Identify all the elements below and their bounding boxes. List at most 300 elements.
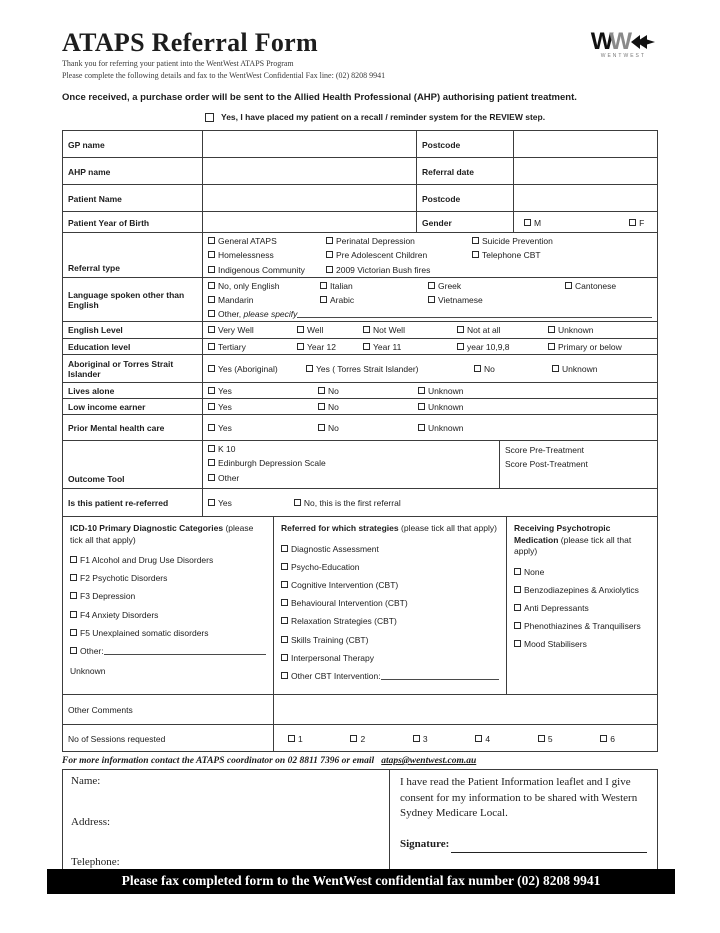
checkbox-icon	[350, 735, 357, 742]
checkbox-option[interactable]	[208, 444, 494, 454]
option-label: Psycho-Education	[291, 561, 360, 572]
gp-name-label: GP name	[68, 139, 105, 150]
lives-alone-options	[202, 383, 657, 398]
strategies-other-option[interactable]	[281, 671, 499, 681]
checkbox-option[interactable]	[326, 265, 472, 275]
option-label: Unknown	[558, 325, 594, 336]
icd10-title-suffix: (please tick all that apply)	[70, 523, 254, 545]
checkbox-icon	[318, 424, 325, 431]
sessions-option-6[interactable]	[600, 734, 615, 744]
option-label: F4 Anxiety Disorders	[80, 609, 159, 620]
fax-instruction-bar: Please fax completed form to the WentWest confidential fax number (02) 8208 9941	[47, 869, 675, 894]
checkbox-icon	[548, 326, 555, 333]
option-label: 3	[422, 734, 428, 745]
postcode-field[interactable]	[513, 131, 657, 157]
header	[62, 28, 658, 82]
checkbox-icon	[326, 237, 333, 244]
icd10-title-text: ICD-10 Primary Diagnostic Categories	[70, 523, 224, 534]
checkbox-icon	[306, 365, 313, 372]
option-label: year 10,9,8	[467, 341, 510, 352]
prior-mental-health-options	[202, 415, 657, 440]
option-label: No	[484, 363, 495, 374]
checkbox-icon	[413, 735, 420, 742]
checkbox-option[interactable]	[306, 364, 474, 374]
recall-reminder-option[interactable]	[205, 112, 658, 122]
medication-title-suffix: (please tick all that apply)	[514, 534, 632, 557]
score-post-treatment-label: Score Post-Treatment	[505, 458, 588, 469]
checkbox-icon	[474, 365, 481, 372]
checkbox-icon	[514, 640, 521, 647]
option-label: K 10	[218, 444, 236, 455]
checkbox-option[interactable]	[208, 250, 326, 260]
ahp-name-row	[63, 158, 657, 185]
checkbox-option[interactable]	[514, 621, 650, 631]
checkbox-option[interactable]	[472, 250, 652, 260]
atsi-options	[202, 355, 657, 382]
other-comments-field[interactable]	[273, 695, 657, 724]
option-label: 1	[298, 734, 303, 745]
checkbox-option[interactable]	[565, 281, 652, 291]
checkbox-option[interactable]	[552, 364, 652, 374]
address-label[interactable]: Address:	[71, 815, 111, 828]
option-label: Unknown	[428, 385, 464, 396]
checkbox-icon	[281, 636, 288, 643]
checkbox-icon	[208, 343, 215, 350]
checkbox-icon	[208, 499, 215, 506]
gender-options	[513, 212, 657, 232]
outcome-scores	[499, 441, 657, 488]
option-label: Yes	[218, 423, 232, 434]
checkbox-option[interactable]	[70, 628, 266, 638]
gp-name-row	[63, 131, 657, 158]
checkbox-option[interactable]	[281, 562, 499, 572]
coordinator-info-line	[62, 756, 658, 766]
language-row	[63, 278, 657, 323]
checkbox-option[interactable]	[418, 386, 652, 396]
sessions-option-2[interactable]	[350, 734, 365, 744]
option-label: No, only English	[218, 280, 280, 291]
header-subtitle-2: Please complete the following details and fax to the WentWest Confidential Fax line: (02) 8208 9941	[62, 71, 386, 80]
checkbox-icon	[524, 219, 531, 226]
diagnostic-strategies-medication-row	[63, 517, 657, 695]
name-label[interactable]: Name:	[71, 775, 101, 788]
outcome-tool-label: Outcome Tool	[68, 474, 125, 485]
option-label: Yes ( Torres Strait Islander)	[316, 363, 419, 374]
option-label: Italian	[330, 280, 353, 291]
year-of-birth-row	[63, 212, 657, 233]
checkbox-option[interactable]	[297, 325, 363, 335]
option-label: F3 Depression	[80, 591, 136, 602]
outcome-tool-options	[202, 441, 499, 488]
year-of-birth-field[interactable]	[202, 212, 416, 232]
icd10-title	[70, 523, 266, 546]
checkbox-option[interactable]	[208, 265, 326, 275]
checkbox-icon	[208, 387, 215, 394]
education-level-options	[202, 339, 657, 354]
referral-date-label: Referral date	[416, 158, 513, 184]
low-income-options	[202, 399, 657, 414]
checkbox-icon	[538, 735, 545, 742]
checkbox-icon	[565, 282, 572, 289]
option-label: Other:	[80, 646, 104, 656]
option-label: Tertiary	[218, 341, 246, 352]
language-label: Language spoken other than English	[68, 290, 185, 311]
option-label: Anti Depressants	[524, 602, 589, 613]
option-label: Edinburgh Depression Scale	[218, 458, 326, 469]
referral-type-row	[63, 233, 657, 278]
signature-label: Signature:	[400, 838, 450, 851]
checkbox-option[interactable]	[208, 386, 318, 396]
coordinator-info-text: For more information contact the ATAPS coordinator on 02 8811 7396 or email	[62, 756, 375, 767]
checkbox-icon	[514, 586, 521, 593]
checkbox-icon	[552, 365, 559, 372]
icd10-other-field[interactable]	[104, 646, 266, 655]
atsi-row	[63, 355, 657, 383]
checkbox-icon	[70, 629, 77, 636]
option-label: Unknown	[428, 423, 464, 434]
option-label: M	[534, 217, 542, 228]
wentwest-logo	[590, 28, 656, 59]
sessions-options	[273, 725, 657, 751]
option-label: Greek	[438, 280, 462, 291]
checkbox-option[interactable]	[428, 281, 565, 291]
option-label: Not at all	[467, 325, 501, 336]
checkbox-icon	[208, 326, 215, 333]
checkbox-icon	[320, 282, 327, 289]
checkbox-option[interactable]	[297, 342, 363, 352]
checkbox-option[interactable]	[281, 598, 499, 608]
english-level-row	[63, 322, 657, 338]
checkbox-option[interactable]	[208, 458, 494, 468]
checkbox-option[interactable]	[318, 386, 418, 396]
option-label: No	[328, 423, 339, 434]
checkbox-icon	[514, 568, 521, 575]
checkbox-option[interactable]	[363, 325, 457, 335]
checkbox-icon	[208, 310, 215, 317]
icd10-column	[63, 517, 273, 694]
checkbox-icon	[418, 403, 425, 410]
checkbox-icon	[281, 563, 288, 570]
strategies-other-field[interactable]	[381, 671, 499, 680]
checkbox-option[interactable]	[318, 402, 418, 412]
checkbox-option[interactable]	[514, 639, 650, 649]
option-label: Interpersonal Therapy	[291, 652, 375, 663]
checkbox-icon	[281, 581, 288, 588]
checkbox-option[interactable]	[320, 281, 428, 291]
contact-consent-table	[62, 769, 658, 875]
option-label: Phenothiazines & Tranquilisers	[524, 621, 641, 632]
re-referred-options	[202, 489, 657, 516]
telephone-label[interactable]: Telephone:	[71, 856, 120, 869]
recall-reminder-label: Yes, I have placed my patient on a recall / reminder system for the REVIEW step.	[221, 112, 546, 123]
checkbox-option[interactable]	[281, 616, 499, 626]
gender-label: Gender	[416, 212, 513, 232]
signature-field[interactable]	[451, 837, 647, 852]
language-options	[202, 278, 657, 322]
checkbox-icon	[297, 343, 304, 350]
icd10-other-option[interactable]	[70, 646, 266, 656]
form-page	[62, 28, 658, 875]
checkbox-icon	[472, 251, 479, 258]
checkbox-icon	[281, 617, 288, 624]
option-label: Not Well	[373, 325, 405, 336]
medication-title-text: Receiving Psychotropic Medication	[514, 523, 611, 545]
checkbox-icon	[70, 556, 77, 563]
option-label: Cantonese	[575, 280, 617, 291]
ahp-name-field[interactable]	[202, 158, 416, 184]
option-label: Indigenous Community	[218, 264, 305, 275]
option-label: Suicide Prevention	[482, 236, 553, 247]
checkbox-option[interactable]	[418, 423, 652, 433]
option-label: 5	[547, 734, 553, 745]
checkbox-icon	[208, 251, 215, 258]
checkbox-option[interactable]	[70, 591, 266, 601]
icd10-unknown-label: Unknown	[70, 666, 106, 677]
checkbox-icon	[548, 343, 555, 350]
option-label: None	[524, 566, 545, 577]
checkbox-icon	[320, 296, 327, 303]
option-label: Homelessness	[218, 250, 274, 261]
ahp-name-label: AHP name	[68, 166, 111, 177]
gender-male-option[interactable]	[524, 218, 541, 228]
atsi-label: Aboriginal or Torres Strait Islander	[68, 358, 174, 379]
option-label: Other CBT Intervention:	[291, 670, 381, 681]
checkbox-icon	[472, 237, 479, 244]
score-pre-treatment-label: Score Pre-Treatment	[505, 445, 585, 456]
gp-name-field[interactable]	[202, 131, 416, 157]
outcome-tool-row	[63, 441, 657, 489]
checkbox-option[interactable]	[326, 236, 472, 246]
checkbox-option[interactable]	[472, 236, 652, 246]
option-label: No	[328, 401, 339, 412]
option-label: Other,	[218, 309, 242, 320]
checkbox-option[interactable]	[208, 295, 320, 305]
checkbox-option[interactable]	[208, 364, 306, 374]
checkbox-option[interactable]	[70, 610, 266, 620]
strategies-title	[281, 523, 499, 534]
checkbox-option[interactable]	[474, 364, 552, 374]
checkbox-option[interactable]	[208, 281, 320, 291]
option-label: Yes (Aboriginal)	[218, 363, 278, 374]
referral-form-table	[62, 130, 658, 752]
consent-text: I have read the Patient Information leaflet and I give consent for my information to be shared with Western Sydney Medicare Local.	[400, 776, 638, 819]
referral-date-field[interactable]	[513, 158, 657, 184]
prior-mental-health-label: Prior Mental health care	[68, 423, 165, 434]
sessions-option-4[interactable]	[475, 734, 490, 744]
logo-brand: WENTWEST	[600, 53, 646, 59]
checkbox-option[interactable]	[514, 585, 650, 595]
checkbox-icon	[297, 326, 304, 333]
checkbox-icon	[326, 266, 333, 273]
checkbox-icon	[363, 326, 370, 333]
education-level-row	[63, 339, 657, 355]
english-level-options	[202, 322, 657, 337]
patient-name-field[interactable]	[202, 185, 416, 211]
purchase-order-note: Once received, a purchase order will be sent to the Allied Health Professional (AHP) authorising patient treatment.	[62, 92, 577, 103]
postcode2-label: Postcode	[416, 185, 513, 211]
option-label: Skills Training (CBT)	[291, 634, 369, 645]
option-label: Mandarin	[218, 295, 254, 305]
option-label: Behavioural Intervention (CBT)	[291, 598, 408, 609]
header-subtitle-1: Thank you for referring your patient into the WentWest ATAPS Program	[62, 59, 294, 68]
patient-name-row	[63, 185, 657, 212]
checkbox-option[interactable]	[428, 295, 565, 305]
checkbox-option[interactable]	[208, 402, 318, 412]
re-referred-label: Is this patient re-referred	[68, 498, 169, 509]
checkbox-option[interactable]	[363, 342, 457, 352]
checkbox-option[interactable]	[70, 573, 266, 583]
checkbox-option[interactable]	[208, 473, 494, 483]
referral-type-label: Referral type	[68, 262, 120, 273]
checkbox-option[interactable]	[208, 325, 297, 335]
checkbox-icon	[208, 282, 215, 289]
checkbox-icon	[428, 296, 435, 303]
checkbox-icon	[600, 735, 607, 742]
checkbox-icon	[318, 403, 325, 410]
checkbox-icon	[208, 424, 215, 431]
checkbox-option[interactable]	[70, 555, 266, 565]
checkbox-icon	[318, 387, 325, 394]
checkbox-icon	[281, 672, 288, 679]
checkbox-icon	[629, 219, 636, 226]
checkbox-icon	[70, 574, 77, 581]
logo-mark	[590, 28, 656, 55]
option-label: Relaxation Strategies (CBT)	[291, 616, 397, 627]
checkbox-option[interactable]	[320, 295, 428, 305]
strategies-title-suffix: (please tick all that apply)	[401, 523, 497, 534]
checkbox-icon	[281, 599, 288, 606]
referral-type-options	[202, 233, 657, 277]
logo-arrow-icon	[630, 34, 656, 50]
checkbox-icon	[208, 296, 215, 303]
gender-female-option[interactable]	[629, 218, 644, 228]
option-label: Year 12	[307, 341, 336, 352]
prior-mental-health-row	[63, 415, 657, 441]
option-label: Yes	[218, 498, 232, 509]
checkbox-icon	[70, 647, 77, 654]
option-label: General ATAPS	[218, 236, 277, 247]
re-referred-yes-option[interactable]	[208, 498, 232, 508]
checkbox-option[interactable]	[208, 342, 297, 352]
checkbox-icon	[428, 282, 435, 289]
checkbox-icon	[418, 424, 425, 431]
option-label: Perinatal Depression	[336, 236, 415, 247]
option-label: Well	[307, 325, 324, 336]
option-label: Pre Adolescent Children	[336, 250, 428, 261]
sessions-option-3[interactable]	[413, 734, 428, 744]
language-other-option[interactable]	[208, 309, 652, 319]
page-title: ATAPS Referral Form	[62, 28, 318, 57]
low-income-row	[63, 399, 657, 415]
checkbox-icon	[208, 266, 215, 273]
checkbox-option[interactable]	[208, 236, 326, 246]
checkbox-option[interactable]	[281, 635, 499, 645]
option-label: F5 Unexplained somatic disorders	[80, 627, 209, 638]
checkbox-option[interactable]	[514, 567, 650, 577]
option-label: 6	[610, 734, 615, 745]
re-referred-no-option[interactable]	[294, 498, 401, 508]
sessions-option-1[interactable]	[288, 734, 303, 744]
checkbox-option[interactable]	[548, 325, 652, 335]
checkbox-option[interactable]	[281, 580, 499, 590]
sessions-option-5[interactable]	[538, 734, 553, 744]
postcode-label: Postcode	[416, 131, 513, 157]
checkbox-option[interactable]	[514, 603, 650, 613]
english-level-label: English Level	[68, 325, 123, 336]
option-label: Diagnostic Assessment	[291, 543, 379, 554]
checkbox-option[interactable]	[326, 250, 472, 260]
checkbox-option[interactable]	[281, 544, 499, 554]
option-label: F2 Psychotic Disorders	[80, 573, 168, 584]
option-label: Yes	[218, 385, 232, 396]
checkbox-icon	[475, 735, 482, 742]
checkbox-icon	[288, 735, 295, 742]
sessions-row	[63, 725, 657, 751]
option-label: Cognitive Intervention (CBT)	[291, 579, 399, 590]
checkbox-option[interactable]	[457, 325, 548, 335]
checkbox-icon	[363, 343, 370, 350]
checkbox-icon	[326, 251, 333, 258]
option-label: Year 11	[373, 341, 402, 352]
logo-letter-w: W	[609, 28, 628, 55]
checkbox-icon	[281, 654, 288, 661]
checkbox-icon	[205, 113, 214, 122]
checkbox-icon	[281, 545, 288, 552]
checkbox-option[interactable]	[208, 423, 318, 433]
option-label: Mood Stabilisers	[524, 639, 587, 650]
checkbox-icon	[418, 387, 425, 394]
checkbox-icon	[208, 474, 215, 481]
header-text	[62, 28, 385, 82]
coordinator-email-link[interactable]: ataps@wentwest.com.au	[381, 756, 477, 767]
low-income-label: Low income earner	[68, 402, 146, 413]
option-label: Unknown	[428, 401, 464, 412]
option-label: 2009 Victorian Bush fires	[336, 264, 431, 275]
checkbox-icon	[70, 592, 77, 599]
language-other-field[interactable]	[297, 309, 652, 318]
option-label: Benzodiazepines & Anxiolytics	[524, 584, 639, 595]
option-label: 2	[360, 734, 366, 745]
patient-contact-cell	[63, 770, 389, 874]
checkbox-option[interactable]	[281, 653, 499, 663]
checkbox-icon	[70, 611, 77, 618]
option-label: F1 Alcohol and Drug Use Disorders	[80, 555, 214, 566]
option-label: Telephone CBT	[482, 250, 541, 261]
checkbox-icon	[457, 326, 464, 333]
option-label: Vietnamese	[438, 295, 483, 305]
re-referred-row	[63, 489, 657, 517]
lives-alone-row	[63, 383, 657, 399]
consent-cell	[389, 770, 657, 874]
checkbox-icon	[208, 459, 215, 466]
checkbox-icon	[208, 445, 215, 452]
option-label: No, this is the first referral	[303, 498, 401, 509]
checkbox-icon	[208, 365, 215, 372]
strategies-column	[273, 517, 506, 694]
checkbox-option[interactable]	[548, 342, 652, 352]
option-label: please specify	[243, 309, 298, 320]
option-label: No	[328, 385, 339, 396]
checkbox-option[interactable]	[418, 402, 652, 412]
checkbox-icon	[294, 499, 301, 506]
option-label: F	[639, 217, 645, 228]
checkbox-icon	[514, 604, 521, 611]
option-label: Other	[218, 472, 240, 483]
checkbox-option[interactable]	[457, 342, 548, 352]
checkbox-option[interactable]	[318, 423, 418, 433]
postcode2-field[interactable]	[513, 185, 657, 211]
sessions-label: No of Sessions requested	[68, 733, 166, 744]
